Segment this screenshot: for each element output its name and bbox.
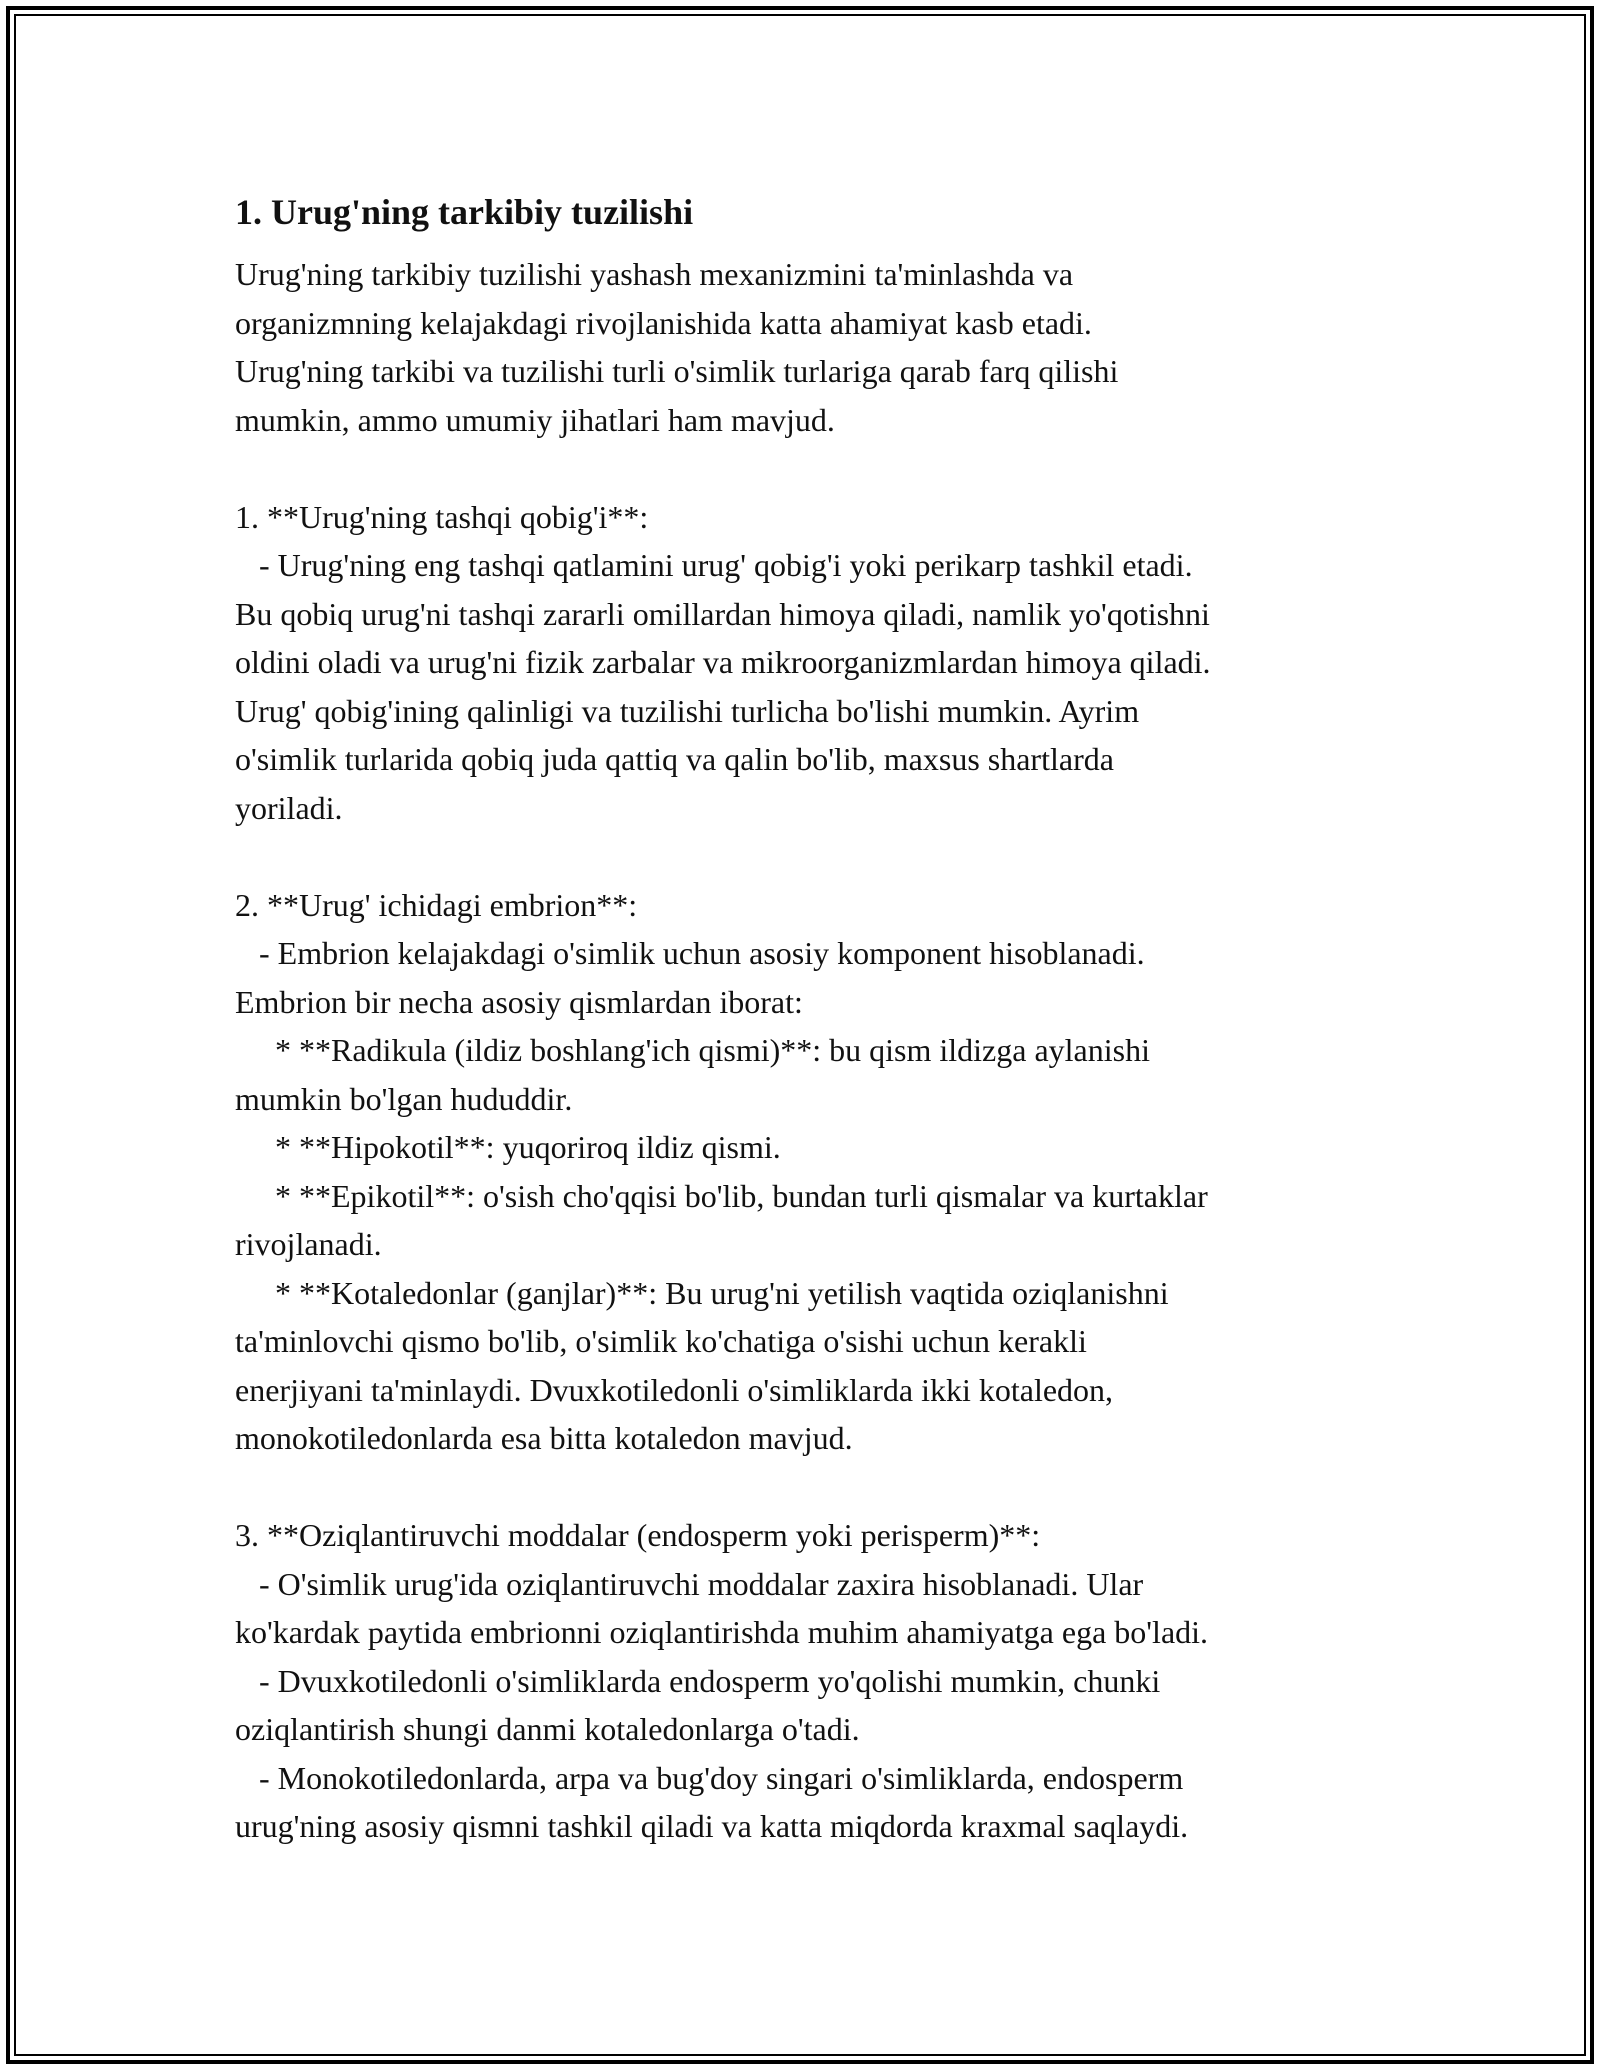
text-line: - Urug'ning eng tashqi qatlamini urug' qobig'i yoki perikarp tashkil etadi.	[235, 547, 1193, 583]
text-line: Urug' qobig'ining qalinligi va tuzilishi turlicha bo'lishi mumkin. Ayrim	[235, 692, 1140, 729]
text-line: Urug'ning tarkibi va tuzilishi turli o'simlik turlariga qarab farq qilishi	[235, 353, 1119, 389]
text-line: o'simlik turlarida qobiq juda qattiq va qalin bo'lib, maxsus shartlarda	[235, 741, 1114, 777]
text-line: yoriladi.	[235, 789, 343, 826]
blank-line	[235, 1463, 1385, 1512]
document-body	[235, 184, 1385, 1851]
text-line: - O'simlik urug'ida oziqlantiruvchi moddalar zaxira hisoblanadi. Ular	[235, 1565, 1144, 1602]
text-line: mumkin, ammo umumiy jihatlari ham mavjud.	[235, 401, 835, 438]
text-line: - Embrion kelajakdagi o'simlik uchun asosiy komponent hisoblanadi.	[235, 935, 1145, 971]
text-line: 3. **Oziqlantiruvchi moddalar (endosperm yoki perisperm)**:	[235, 1517, 1041, 1553]
text-line: mumkin bo'lgan hududdir.	[235, 1080, 573, 1117]
text-line: rivojlanadi.	[235, 1226, 382, 1262]
text-line: enerjiyani ta'minlaydi. Dvuxkotiledonli o'simliklarda ikki kotaledon,	[235, 1371, 1114, 1408]
text-line: - Monokotiledonlarda, arpa va bug'doy singari o'simliklarda, endosperm	[235, 1759, 1184, 1796]
document-text	[235, 250, 1385, 1851]
blank-line	[235, 832, 1385, 881]
text-line: oldini oladi va urug'ni fizik zarbalar va mikroorganizmlardan himoya qiladi.	[235, 644, 1211, 680]
text-line: Embrion bir necha asosiy qismlardan iborat:	[235, 983, 803, 1020]
text-line: - Dvuxkotiledonli o'simliklarda endosperm yo'qolishi mumkin, chunki	[235, 1662, 1161, 1699]
blank-line	[235, 444, 1385, 493]
text-line: * **Kotaledonlar (ganjlar)**: Bu urug'ni yetilish vaqtida oziqlanishni	[235, 1274, 1169, 1311]
text-line: urug'ning asosiy qismni tashkil qiladi va katta miqdorda kraxmal saqlaydi.	[235, 1808, 1189, 1844]
text-line: 1. **Urug'ning tashqi qobig'i**:	[235, 498, 649, 535]
section-heading: 1. Urug'ning tarkibiy tuzilishi	[235, 192, 694, 232]
text-line: Urug'ning tarkibiy tuzilishi yashash mexanizmini ta'minlashda va	[235, 256, 1074, 292]
text-line: * **Hipokotil**: yuqoriroq ildiz qismi.	[235, 1129, 781, 1165]
text-line: monokotiledonlarda esa bitta kotaledon mavjud.	[235, 1420, 853, 1456]
text-line: * **Epikotil**: o'sish cho'qqisi bo'lib, bundan turli qismalar va kurtaklar	[235, 1177, 1208, 1214]
text-line: 2. **Urug' ichidagi embrion**:	[235, 886, 638, 923]
text-line: organizmning kelajakdagi rivojlanishida katta ahamiyat kasb etadi.	[235, 304, 1092, 341]
text-line: oziqlantirish shungi danmi kotaledonlarga o'tadi.	[235, 1711, 860, 1747]
text-line: ko'kardak paytida embrionni oziqlantirishda muhim ahamiyatga ega bo'ladi.	[235, 1614, 1209, 1650]
text-line: ta'minlovchi qismo bo'lib, o'simlik ko'chatiga o'sishi uchun kerakli	[235, 1323, 1087, 1359]
text-line: Bu qobiq urug'ni tashqi zararli omillardan himoya qiladi, namlik yo'qotishni	[235, 595, 1210, 632]
text-line: * **Radikula (ildiz boshlang'ich qismi)**: bu qism ildizga aylanishi	[235, 1032, 1150, 1068]
